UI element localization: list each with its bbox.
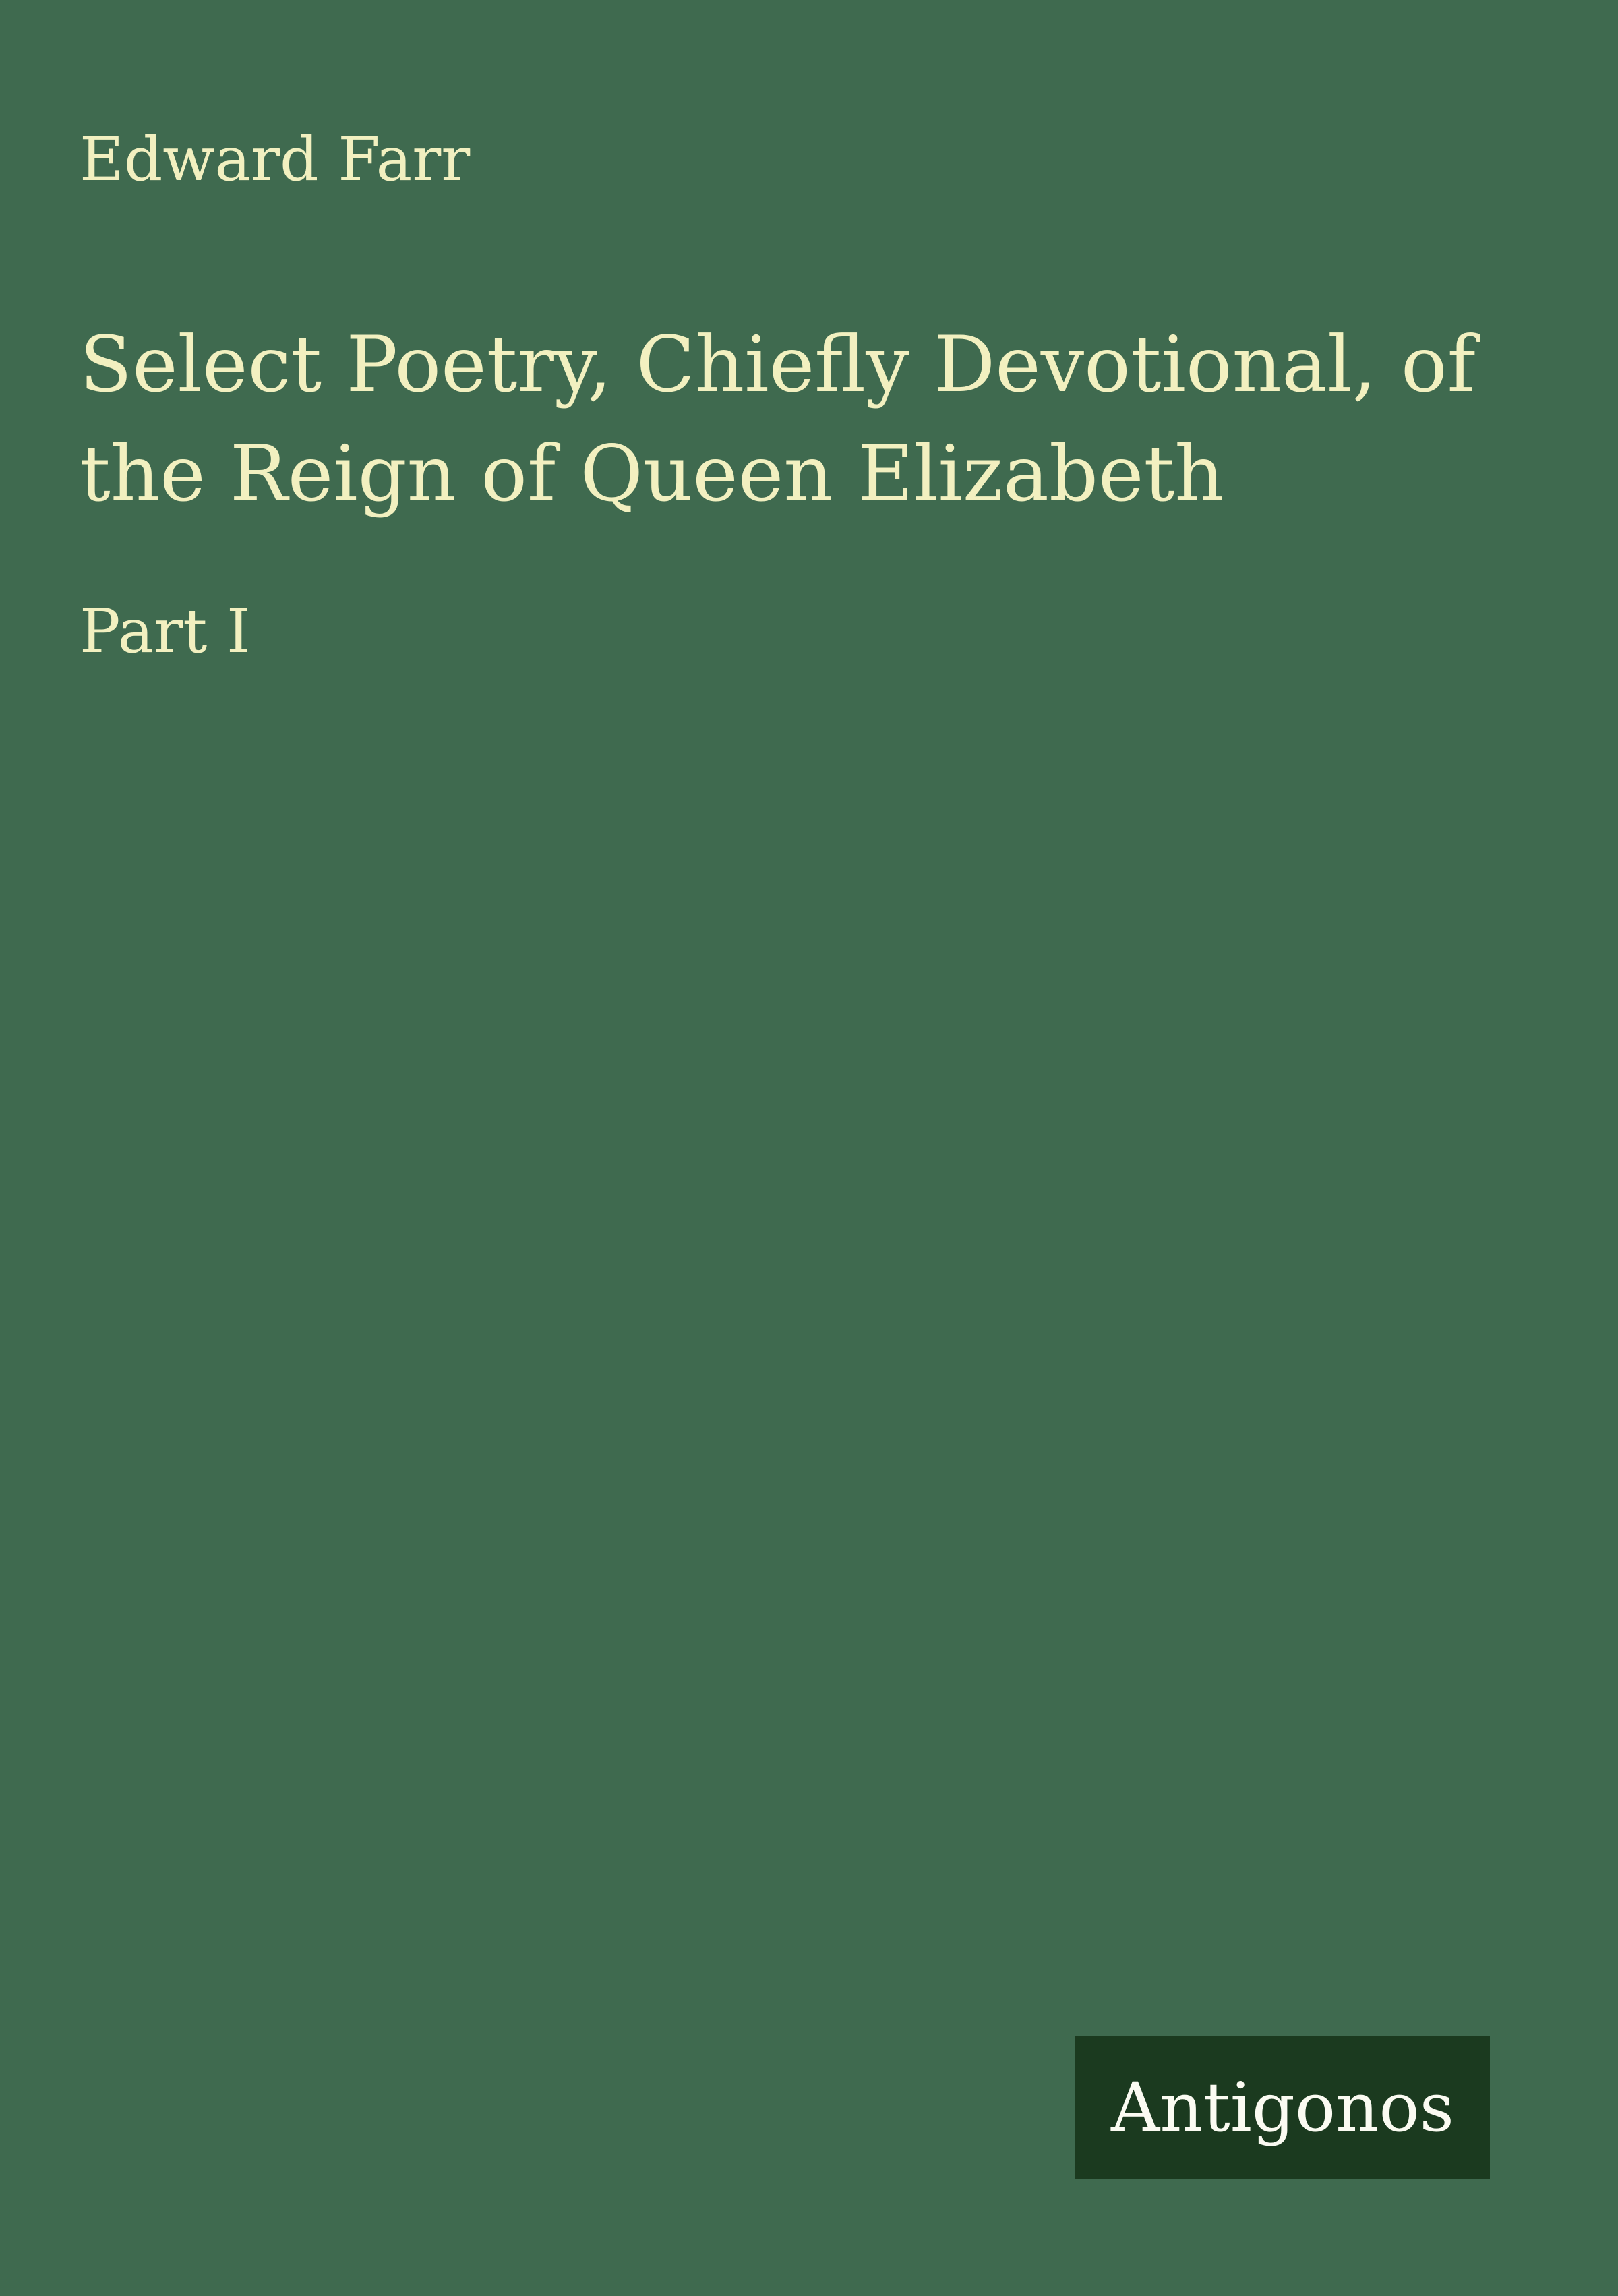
author-name: Edward Farr xyxy=(80,124,471,195)
publisher-name: Antigonos xyxy=(1111,2068,1454,2147)
book-title-line-1: Select Poetry, Chiefly Devotional, of xyxy=(80,320,1476,409)
publisher-logo-box xyxy=(1075,2036,1490,2179)
book-title xyxy=(80,310,1536,529)
subtitle-part: Part I xyxy=(80,596,251,667)
book-title-line-2: the Reign of Queen Elizabeth xyxy=(80,429,1224,519)
